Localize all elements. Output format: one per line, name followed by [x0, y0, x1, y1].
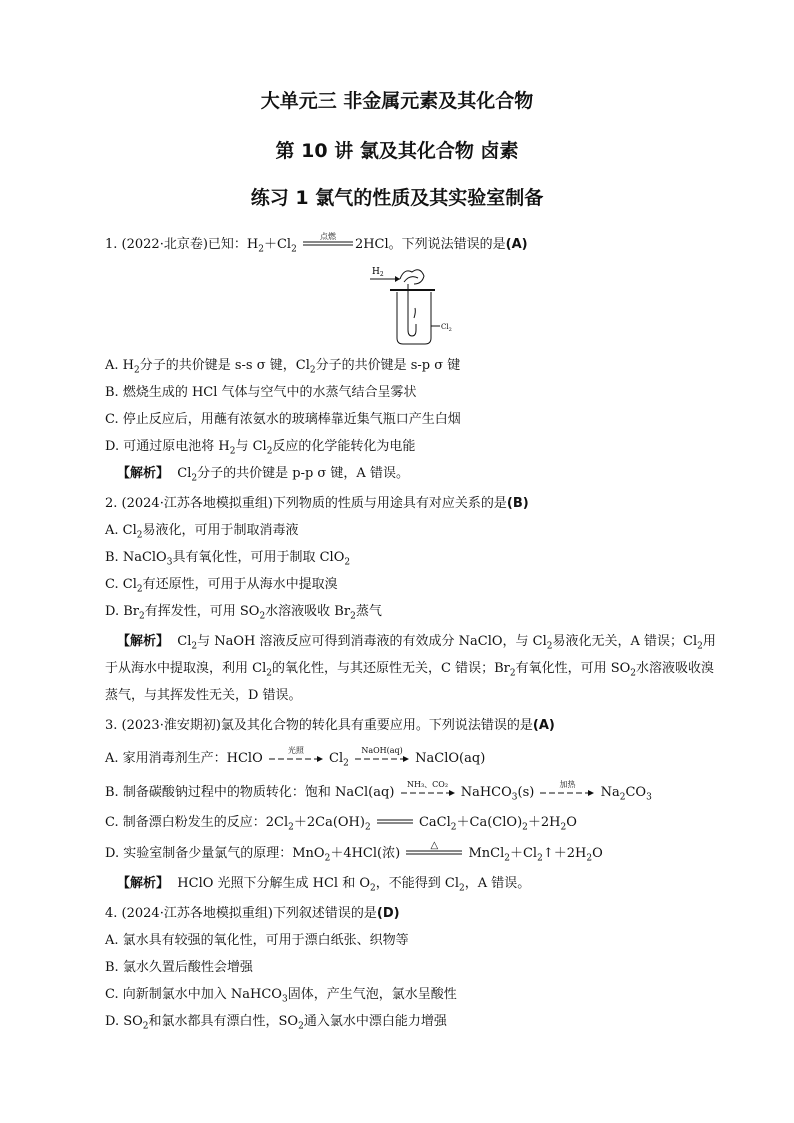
q1-option-d: D. 可通过原电池将 $H_2$与 $Cl_2$反应的化学能转化为电能 [105, 439, 416, 457]
q3-b-arrow-1: NH₃、CO₂ [401, 786, 455, 800]
q1-condition: 点燃 [319, 231, 336, 241]
q2-analysis-line3: 蒸气，与其挥发性无关，D 错误。 [105, 688, 302, 703]
q1-answer: (A) [505, 237, 528, 252]
q3-d-equals-sign: △ [430, 839, 439, 851]
q3-option-d: D. 实验室制备少量氯气的原理：MnO$_2$＋4HCl(浓) △ $MnCl_2+Cl_2↑+2H_2O$ [105, 839, 603, 864]
q3-stem: 3. (2023·淮安期初)氯及其化合物的转化具有重要应用。下列说法错误的是(A) [105, 718, 555, 733]
q2-option-d: D. $Br_2$有挥发性，可用 $SO_2$水溶液吸收 $Br_2$蒸气 [105, 604, 382, 622]
q3-option-b: B. 制备碳酸钠过程中的物质转化：饱和 NaCl(aq) NH₃、CO₂ NaHCO$_3$(s) 加热 $Na_2CO_3$ [105, 779, 652, 803]
q2-analysis-line2: 于从海水中提取溴，利用 $Cl_2$的氧化性，与其还原性无关，C 错误；$Br_2$有氧化性，可用 $SO_2$水溶液吸收溴 [105, 661, 715, 679]
q3-a-arrow-1: 光照 [269, 752, 323, 766]
q3-option-c: C. 制备漂白粉发生的反应：$2Cl_2+2Ca(OH)_2$ $CaCl_2+Ca(ClO)_2+2H_2O$ [105, 815, 577, 833]
q1-stem: 1. (2022·北京卷)已知：$H_2+Cl_2$ 点燃 2HCl。下列说法错误的是(A) [105, 236, 528, 259]
q3-b-arrow-2: 加热 [540, 786, 594, 800]
exercise-title: 练习 1 氯气的性质及其实验室制备 [250, 187, 544, 209]
q3-a-arrow-2: NaOH(aq) [355, 752, 409, 766]
q4-option-b: B. 氯水久置后酸性会增强 [105, 960, 253, 975]
q4-stem: 4. (2024·江苏各地模拟重组)下列叙述错误的是(D) [105, 906, 400, 921]
q2-analysis-line1: 【解析】 $Cl_2$与 NaOH 溶液反应可得到消毒液的有效成分 NaClO，与 $Cl_2$易液化无关，A 错误；$Cl_2$用 [117, 634, 716, 652]
diagram-cl2-label: $Cl_2$ [441, 323, 452, 333]
q2-option-a: A. $Cl_2$易液化，可用于制取消毒液 [105, 523, 299, 541]
q4-option-d: D. $SO_2$和氯水都具有漂白性，$SO_2$通入氯水中漂白能力增强 [105, 1014, 447, 1032]
q1-analysis: 【解析】 $Cl_2$分子的共价键是 p-p σ 键，A 错误。 [117, 466, 409, 484]
q4-answer: (D) [376, 906, 400, 921]
q1-option-a: A. $H_2$分子的共价键是 s-s σ 键，$Cl_2$分子的共价键是 s-p σ 键 [105, 358, 461, 376]
q2-option-b: B. NaClO$_3$具有氧化性，可用于制取 ClO$_2$ [105, 550, 351, 568]
q1-option-c: C. 停止反应后，用蘸有浓氨水的玻璃棒靠近集气瓶口产生白烟 [105, 412, 461, 427]
q2-answer: (B) [506, 496, 529, 511]
lecture-title: 第 10 讲 氯及其化合物 卤素 [275, 140, 519, 162]
q2-stem: 2. (2024·江苏各地模拟重组)下列物质的性质与用途具有对应关系的是(B) [105, 496, 529, 511]
q3-analysis: 【解析】 HClO 光照下分解生成 HCl 和 $O_2$，不能得到 $Cl_2$，A 错误。 [117, 876, 531, 894]
q4-option-a: A. 氯水具有较强的氧化性，可用于漂白纸张、织物等 [105, 933, 409, 948]
q3-c-equals-sign [377, 816, 413, 830]
q4-option-c: C. 向新制氯水中加入 NaHCO$_3$固体，产生气泡，氯水呈酸性 [105, 987, 457, 1005]
gas-jar-diagram [370, 262, 460, 348]
q1-option-b: B. 燃烧生成的 HCl 气体与空气中的水蒸气结合呈雾状 [105, 385, 417, 400]
q1-equals-sign [303, 231, 353, 252]
diagram-h2-label: $H_2$ [372, 267, 384, 278]
q3-option-a: A. 家用消毒剂生产：HClO 光照 $Cl_2$ NaOH(aq) NaClO(aq) [105, 745, 486, 769]
q3-answer: (A) [532, 718, 555, 733]
unit-title: 大单元三 非金属元素及其化合物 [260, 90, 534, 112]
q2-option-c: C. $Cl_2$有还原性，可用于从海水中提取溴 [105, 577, 338, 595]
